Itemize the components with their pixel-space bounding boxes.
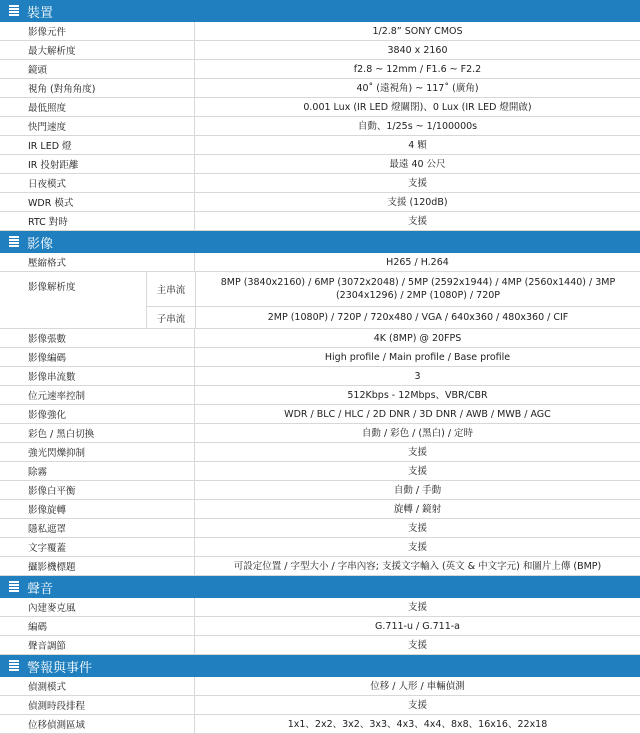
section-bar-icon xyxy=(9,236,19,248)
spec-value: 40˚ (遠視角) ~ 117˚ (廣角) xyxy=(356,82,479,94)
spec-label: 最低照度 xyxy=(0,98,195,116)
spec-label: 編碼 xyxy=(0,617,195,635)
spec-label: 聲音調節 xyxy=(0,636,195,654)
spec-row xyxy=(0,636,640,655)
spec-row xyxy=(0,212,640,231)
spec-value: 支援 xyxy=(407,699,427,711)
spec-value: 1x1、2x2、3x2、3x3、4x3、4x4、8x8、16x16、22x18 xyxy=(287,718,548,730)
spec-label: 攝影機標題 xyxy=(0,557,195,575)
spec-row xyxy=(0,598,640,617)
spec-label: 影像張數 xyxy=(0,329,195,347)
spec-value: 0.001 Lux (IR LED 燈關閉)、0 Lux (IR LED 燈開啟) xyxy=(303,101,532,113)
spec-row xyxy=(0,500,640,519)
spec-value: 3840 x 2160 xyxy=(387,44,448,56)
section-device-rows xyxy=(0,22,640,231)
spec-value: 可設定位置 / 字型大小 / 字串內容; 支援文字輸入 (英文 & 中文字元) 和圖片上傳 (BMP) xyxy=(233,560,602,572)
spec-value: High profile / Main profile / Base profile xyxy=(324,351,511,363)
spec-row xyxy=(0,557,640,576)
spec-label: 最大解析度 xyxy=(0,41,195,59)
substream-value: 2MP (1080P) / 720P / 720x480 / VGA / 640x360 / 480x360 / CIF xyxy=(267,312,569,323)
spec-value: 支援 xyxy=(407,639,427,651)
spec-label: WDR 模式 xyxy=(0,193,195,211)
spec-value: 支援 (120dB) xyxy=(387,196,448,208)
spec-value: 支援 xyxy=(407,522,427,534)
spec-label: 影像旋轉 xyxy=(0,500,195,518)
substream-label: 主串流 xyxy=(147,272,196,306)
spec-value: 支援 xyxy=(407,541,427,553)
spec-value: 自動 / 彩色 / (黑白) / 定時 xyxy=(361,427,474,439)
spec-value: WDR / BLC / HLC / 2D DNR / 3D DNR / AWB / MWB / AGC xyxy=(284,408,551,420)
section-title: 裝置 xyxy=(27,5,54,21)
spec-label: 快門速度 xyxy=(0,117,195,135)
spec-row xyxy=(0,617,640,636)
spec-label: 壓縮格式 xyxy=(0,253,195,271)
spec-row xyxy=(0,519,640,538)
substream-value: 8MP (3840x2160) / 6MP (3072x2048) / 5MP (2592x1944) / 4MP (2560x1440) / 3MP (2304x1296) / 2MP (1080P) / 720P xyxy=(220,277,616,301)
spec-value: 支援 xyxy=(407,446,427,458)
spec-row xyxy=(0,386,640,405)
spec-label: RTC 對時 xyxy=(0,212,195,230)
spec-label: 位元速率控制 xyxy=(0,386,195,404)
spec-row xyxy=(0,538,640,557)
spec-label: 位移偵測區域 xyxy=(0,715,195,733)
spec-label: IR LED 燈 xyxy=(0,136,195,154)
spec-value: 支援 xyxy=(407,465,427,477)
section-header-alarm xyxy=(0,655,640,677)
spec-label: 影像解析度 xyxy=(0,272,147,328)
substream-row-sub xyxy=(147,306,640,328)
section-video-rows xyxy=(0,253,640,576)
section-title: 聲音 xyxy=(27,581,54,597)
spec-value: 4K (8MP) @ 20FPS xyxy=(373,332,462,344)
spec-row xyxy=(0,136,640,155)
spec-value: H265 / H.264 xyxy=(386,256,449,268)
spec-row xyxy=(0,329,640,348)
spec-label: 視角 (對角角度) xyxy=(0,79,195,97)
spec-label: 文字覆蓋 xyxy=(0,538,195,556)
spec-value: 自動、1/25s ~ 1/100000s xyxy=(357,120,478,132)
section-audio-rows xyxy=(0,598,640,655)
spec-label: 彩色 / 黑白切換 xyxy=(0,424,195,442)
spec-value: 自動 / 手動 xyxy=(393,484,442,496)
section-bar-icon xyxy=(9,660,19,672)
spec-row xyxy=(0,424,640,443)
spec-value: 位移 / 人形 / 車輛偵測 xyxy=(370,680,465,692)
spec-label: 強光閃爍抑制 xyxy=(0,443,195,461)
spec-row xyxy=(0,481,640,500)
spec-label: 影像白平衡 xyxy=(0,481,195,499)
section-header-device xyxy=(0,0,640,22)
spec-row xyxy=(0,405,640,424)
spec-row xyxy=(0,98,640,117)
spec-row xyxy=(0,367,640,386)
spec-label: IR 投射距離 xyxy=(0,155,195,173)
spec-row xyxy=(0,462,640,481)
section-header-audio xyxy=(0,576,640,598)
section-title: 影像 xyxy=(27,236,54,252)
spec-value: 3 xyxy=(414,370,421,382)
spec-row xyxy=(0,60,640,79)
spec-label: 隱私遮罩 xyxy=(0,519,195,537)
section-bar-icon xyxy=(9,5,19,17)
spec-row xyxy=(0,22,640,41)
spec-row xyxy=(0,443,640,462)
spec-row xyxy=(0,155,640,174)
section-alarm-rows xyxy=(0,677,640,734)
spec-value: f2.8 ~ 12mm / F1.6 ~ F2.2 xyxy=(353,63,482,75)
substream-label: 子串流 xyxy=(147,307,196,328)
spec-row-resolution xyxy=(0,272,640,329)
resolution-substreams xyxy=(147,272,640,328)
spec-row xyxy=(0,193,640,212)
spec-value: 支援 xyxy=(407,177,427,189)
section-header-video xyxy=(0,231,640,253)
spec-label: 日夜模式 xyxy=(0,174,195,192)
spec-label: 除霧 xyxy=(0,462,195,480)
spec-row xyxy=(0,715,640,734)
spec-label: 偵測時段排程 xyxy=(0,696,195,714)
spec-value: 旋轉 / 鏡射 xyxy=(393,503,442,515)
spec-label: 鏡頭 xyxy=(0,60,195,78)
spec-value: 支援 xyxy=(407,601,427,613)
spec-row xyxy=(0,696,640,715)
spec-row xyxy=(0,117,640,136)
spec-row xyxy=(0,41,640,60)
spec-label: 影像串流數 xyxy=(0,367,195,385)
spec-value: 最遠 40 公尺 xyxy=(389,158,446,170)
spec-label: 偵測模式 xyxy=(0,677,195,695)
spec-row xyxy=(0,253,640,272)
spec-label: 影像強化 xyxy=(0,405,195,423)
spec-row xyxy=(0,677,640,696)
spec-label: 影像編碼 xyxy=(0,348,195,366)
spec-row xyxy=(0,348,640,367)
spec-label: 影像元件 xyxy=(0,22,195,40)
spec-row xyxy=(0,174,640,193)
spec-value: 支援 xyxy=(407,215,427,227)
spec-value: 1/2.8” SONY CMOS xyxy=(372,25,463,37)
spec-value: 4 顆 xyxy=(408,139,427,151)
spec-row xyxy=(0,79,640,98)
substream-row-main xyxy=(147,272,640,306)
spec-value: G.711-u / G.711-a xyxy=(375,620,460,632)
spec-value: 512Kbps - 12Mbps、VBR/CBR xyxy=(347,389,488,401)
section-title: 警報與事件 xyxy=(27,660,93,676)
spec-label: 內建麥克風 xyxy=(0,598,195,616)
section-bar-icon xyxy=(9,581,19,593)
